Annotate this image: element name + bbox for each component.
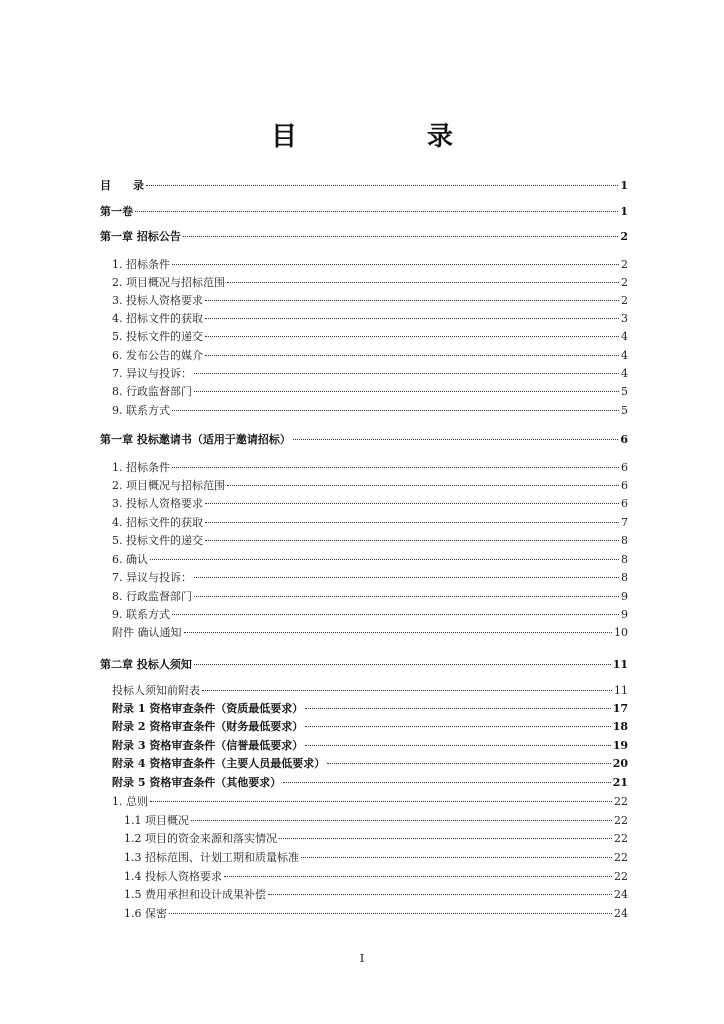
toc-entry-page: 8	[621, 571, 628, 584]
toc-leader-dots	[194, 391, 619, 392]
toc-entry-label: 目 录	[100, 179, 144, 192]
toc-leader-dots	[205, 503, 619, 504]
toc-entry-label: 1.1 项目概况	[124, 814, 189, 827]
toc-entry[interactable]	[100, 658, 628, 671]
toc-entry-label: 3. 投标人资格要求	[112, 294, 203, 307]
toc-leader-dots	[224, 876, 612, 877]
toc-entry-page: 2	[621, 294, 628, 307]
toc-entry-page: 4	[621, 367, 628, 380]
toc-entry-page: 11	[614, 684, 628, 697]
toc-leader-dots	[172, 264, 619, 265]
toc-entry-label: 5. 投标文件的递交	[112, 330, 203, 343]
toc-entry-page: 24	[614, 888, 628, 901]
toc-entry-label: 附录 3 资格审查条件（信誉最低要求）	[112, 739, 304, 752]
toc-entry-page: 9	[621, 608, 628, 621]
toc-entry-page: 2	[620, 230, 628, 243]
toc-entry-label: 6. 确认	[112, 553, 148, 566]
toc-entry-label: 1.3 招标范围、计划工期和质量标准	[124, 851, 299, 864]
toc-entry-page: 10	[614, 626, 628, 639]
toc-leader-dots	[227, 282, 619, 283]
toc-entry[interactable]	[100, 888, 628, 901]
toc-entry[interactable]	[100, 276, 628, 289]
toc-leader-dots	[150, 559, 619, 560]
toc-entry-label: 4. 招标文件的获取	[112, 516, 203, 529]
toc-entry-page: 17	[612, 702, 628, 715]
toc-entry-page: 6	[621, 479, 628, 492]
page-number: I	[359, 952, 365, 965]
toc-entry-label: 1.5 费用承担和设计成果补偿	[124, 888, 266, 901]
toc-entry-page: 20	[612, 757, 628, 770]
toc-entry[interactable]	[100, 832, 628, 845]
toc-entry-label: 附录 1 资格审查条件（资质最低要求）	[112, 702, 304, 715]
toc-entry-page: 22	[614, 870, 628, 883]
toc-leader-dots	[172, 467, 619, 468]
toc-leader-dots	[146, 185, 618, 186]
toc-entry-page: 7	[621, 516, 628, 529]
toc-entry[interactable]	[100, 479, 628, 492]
toc-entry-label: 附件 确认通知	[112, 626, 182, 639]
toc-entry[interactable]	[100, 461, 628, 474]
toc-entry[interactable]	[100, 702, 628, 715]
toc-leader-dots	[205, 300, 619, 301]
toc-entry-label: 附录 2 资格审查条件（财务最低要求）	[112, 720, 304, 733]
toc-leader-dots	[183, 236, 619, 237]
toc-entry[interactable]	[100, 385, 628, 398]
toc-entry[interactable]	[100, 776, 628, 789]
toc-entry[interactable]	[100, 608, 628, 621]
toc-entry[interactable]	[100, 258, 628, 271]
toc-leader-dots	[301, 857, 612, 858]
toc-entry[interactable]	[100, 553, 628, 566]
toc-entry-label: 附录 4 资格审查条件（主要人员最低要求）	[112, 757, 326, 770]
toc-entry-page: 19	[612, 739, 628, 752]
toc-entry-label: 第二章 投标人须知	[100, 658, 192, 671]
toc-entry-label: 1. 招标条件	[112, 461, 170, 474]
toc-leader-dots	[279, 838, 612, 839]
toc-entry-label: 8. 行政监督部门	[112, 385, 192, 398]
toc-entry[interactable]	[100, 907, 628, 920]
toc-entry[interactable]	[100, 349, 628, 362]
toc-entry-page: 4	[621, 349, 628, 362]
toc-entry[interactable]	[100, 312, 628, 325]
toc-entry-label: 1.4 投标人资格要求	[124, 870, 222, 883]
toc-entry-label: 1. 总则	[112, 795, 148, 808]
toc-entry[interactable]	[100, 330, 628, 343]
toc-leader-dots	[202, 690, 612, 691]
toc-leader-dots	[227, 485, 619, 486]
toc-leader-dots	[205, 540, 619, 541]
toc-entry[interactable]	[100, 571, 628, 584]
toc-entry-label: 投标人须知前附表	[112, 684, 200, 697]
toc-entry-label: 1.2 项目的资金来源和落实情况	[124, 832, 277, 845]
toc-leader-dots	[327, 763, 610, 764]
toc-entry[interactable]	[100, 179, 628, 192]
toc-entry-label: 第一章 投标邀请书（适用于邀请招标）	[100, 433, 291, 446]
toc-entry[interactable]	[100, 720, 628, 733]
toc-leader-dots	[305, 745, 610, 746]
toc-entry[interactable]	[100, 404, 628, 417]
toc-entry-label: 7. 异议与投诉：	[112, 367, 192, 380]
toc-entry-page: 3	[621, 312, 628, 325]
toc-entry-page: 4	[621, 330, 628, 343]
toc-entry-page: 9	[621, 590, 628, 603]
toc-entry-label: 附录 5 资格审查条件（其他要求）	[112, 776, 282, 789]
toc-entry-page: 6	[621, 461, 628, 474]
toc-leader-dots	[184, 632, 613, 633]
toc-leader-dots	[205, 355, 619, 356]
toc-entry[interactable]	[100, 757, 628, 770]
toc-leader-dots	[293, 439, 619, 440]
toc-entry[interactable]	[100, 433, 628, 446]
toc-entry[interactable]	[100, 814, 628, 827]
toc-leader-dots	[305, 708, 610, 709]
toc-entry-page: 6	[620, 433, 628, 446]
toc-leader-dots	[305, 726, 610, 727]
toc-leader-dots	[194, 596, 619, 597]
toc-entry[interactable]	[100, 851, 628, 864]
toc-entry-label: 9. 联系方式	[112, 608, 170, 621]
toc-entry[interactable]	[100, 870, 628, 883]
toc-entry-page: 22	[614, 795, 628, 808]
toc-entry-label: 2. 项目概况与招标范围	[112, 479, 225, 492]
toc-entry-page: 11	[612, 658, 628, 671]
toc-entry[interactable]	[100, 516, 628, 529]
toc-entry[interactable]	[100, 534, 628, 547]
toc-leader-dots	[150, 801, 612, 802]
toc-entry[interactable]	[100, 739, 628, 752]
toc-entry[interactable]	[100, 795, 628, 808]
toc-leader-dots	[268, 894, 612, 895]
toc-entry-label: 5. 投标文件的递交	[112, 534, 203, 547]
toc-entry-label: 4. 招标文件的获取	[112, 312, 203, 325]
toc-entry-label: 2. 项目概况与招标范围	[112, 276, 225, 289]
toc-entry-page: 22	[614, 814, 628, 827]
toc-entry-page: 21	[612, 776, 628, 789]
toc-leader-dots	[283, 782, 610, 783]
toc-leader-dots	[205, 318, 619, 319]
toc-entry-label: 第一卷	[100, 205, 133, 218]
toc-entry-page: 6	[621, 497, 628, 510]
toc-entry-label: 6. 发布公告的媒介	[112, 349, 203, 362]
toc-leader-dots	[205, 336, 619, 337]
toc-entry-page: 22	[614, 851, 628, 864]
toc-entry[interactable]	[100, 230, 628, 243]
toc-entry-label: 1. 招标条件	[112, 258, 170, 271]
toc-entry[interactable]	[100, 626, 628, 639]
toc-entry-page: 8	[621, 553, 628, 566]
toc-entry-label: 7. 异议与投诉：	[112, 571, 192, 584]
toc-leader-dots	[194, 664, 611, 665]
toc-leader-dots	[194, 577, 619, 578]
toc-entry[interactable]	[100, 205, 628, 218]
toc-entry[interactable]	[100, 590, 628, 603]
toc-entry[interactable]	[100, 497, 628, 510]
toc-leader-dots	[172, 614, 619, 615]
toc-entry-page: 1	[620, 205, 628, 218]
toc-entry[interactable]	[100, 684, 628, 697]
toc-leader-dots	[172, 410, 619, 411]
toc-entry-page: 5	[621, 385, 628, 398]
toc-entry-label: 1.6 保密	[124, 907, 167, 920]
toc-entry-page: 24	[614, 907, 628, 920]
toc-entry[interactable]	[100, 294, 628, 307]
toc-entry-label: 第一章 招标公告	[100, 230, 181, 243]
toc-leader-dots	[194, 373, 619, 374]
toc-entry-page: 22	[614, 832, 628, 845]
page-title: 目 录	[270, 122, 505, 152]
toc-entry-page: 2	[621, 276, 628, 289]
toc-entry-page: 8	[621, 534, 628, 547]
toc-leader-dots	[169, 913, 612, 914]
toc-entry-page: 5	[621, 404, 628, 417]
toc-leader-dots	[205, 522, 619, 523]
toc-entry-page: 2	[621, 258, 628, 271]
toc-entry-page: 18	[612, 720, 628, 733]
toc-entry[interactable]	[100, 367, 628, 380]
toc-entry-label: 3. 投标人资格要求	[112, 497, 203, 510]
toc-entry-page: 1	[620, 179, 628, 192]
toc-entry-label: 9. 联系方式	[112, 404, 170, 417]
toc-leader-dots	[191, 820, 612, 821]
toc-leader-dots	[135, 211, 618, 212]
toc-entry-label: 8. 行政监督部门	[112, 590, 192, 603]
